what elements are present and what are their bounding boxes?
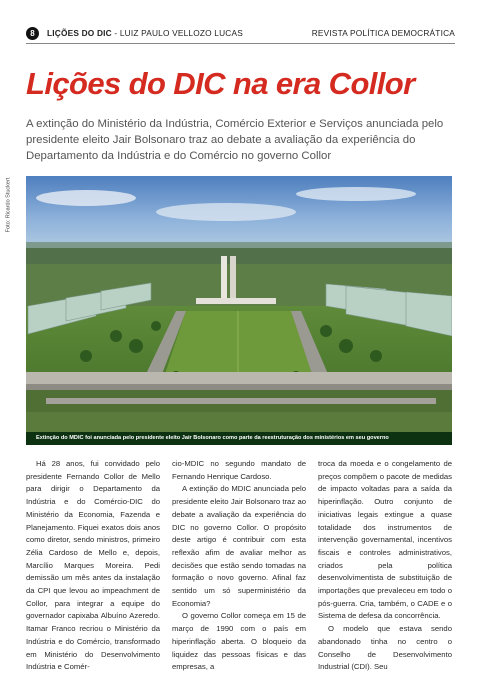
article-subtitle: A extinção do Ministério da Indústria, Comércio Exterior e Serviços anunciada pelo presidente eleito Jair Bolsonaro traz ao debate a avaliação da experiência do Departamento da Indústria e do Comércio no governo Collor xyxy=(26,118,444,162)
paragraph: O modelo que estava sendo abandonado tinha no centro o Conselho de Desenvolvimento Industrial (CDI). Seu xyxy=(318,624,452,672)
author-name: - LUIZ PAULO VELLOZO LUCAS xyxy=(111,28,243,38)
esplanada-aerial-photo xyxy=(26,176,452,432)
running-head-left xyxy=(47,28,243,38)
article-title: Lições do DIC na era Collor xyxy=(26,66,415,101)
paragraph: cio-MDIC no segundo mandato de Fernando Henrique Cardoso. xyxy=(172,459,306,481)
paragraph: troca da moeda e o congelamento de preços compõem o pacote de medidas de impacto voltadas para a saída da hiperinflação. Outro conjunto de iniciativas legais extingue a quase totalidade dos instrumentos de intervenção governamental, incentivos fiscais e controles administrativos, criados pela política desenvolvimentista de substituição de importações que prevaleceu em todo o pós-guerra. Cria, também, o CADE e o Sistema de defesa da concorrência. xyxy=(318,459,452,621)
paragraph: A extinção do MDIC anunciada pelo presidente eleito Jair Bolsonaro traz ao debate a avaliação da experiência do DIC no governo Collor. O propósito deste artigo é contribuir com esta reflexão afim de avaliar melhor as decisões que estão sendo tomadas na formação o novo governo. Afinal faz sentido um só superministério da Economia? xyxy=(172,484,306,608)
magazine-name: REVISTA POLÍTICA DEMOCRÁTICA xyxy=(311,28,455,38)
body-column-2 xyxy=(172,458,306,674)
running-header xyxy=(26,27,455,41)
photo-credit: Foto: Ricardo Stuckert xyxy=(5,177,12,233)
section-name: LIÇÕES DO DIC xyxy=(47,28,112,38)
body-column-3 xyxy=(318,458,452,674)
paragraph: Há 28 anos, fui convidado pelo presidente Fernando Collor de Mello para dirigir o Departamento da Indústria e do Comércio-DIC do Ministério da Economia, Fazenda e Planejamento. Fiquei exatos dois anos como diretor, sendo ministros, primeiro Zélia Cardoso de Mello e, depois, Marcílio Marques Moreira. Pedi demissão um mês antes da instalação da CPI que levou ao impeachment de Collor, para integrar a equipe do governador capixaba Albuíno Azeredo. Itamar Franco recriou o Ministério da Indústria e do Comércio, transformado em Ministério do Desenvolvimento Indústria e Comér- xyxy=(26,459,160,672)
paragraph: O governo Collor começa em 15 de março de 1990 com o país em hiperinflação aberta. O bloqueio da liquidez das pessoas físicas e das empresas, a xyxy=(172,611,306,672)
photo-caption: Extinção do MDIC foi anunciada pelo presidente eleito Jair Bolsonaro como parte da reestruturação dos ministérios em seu governo xyxy=(26,432,452,445)
body-column-1 xyxy=(26,458,160,674)
page-number: 8 xyxy=(26,27,39,40)
header-rule xyxy=(26,43,455,44)
